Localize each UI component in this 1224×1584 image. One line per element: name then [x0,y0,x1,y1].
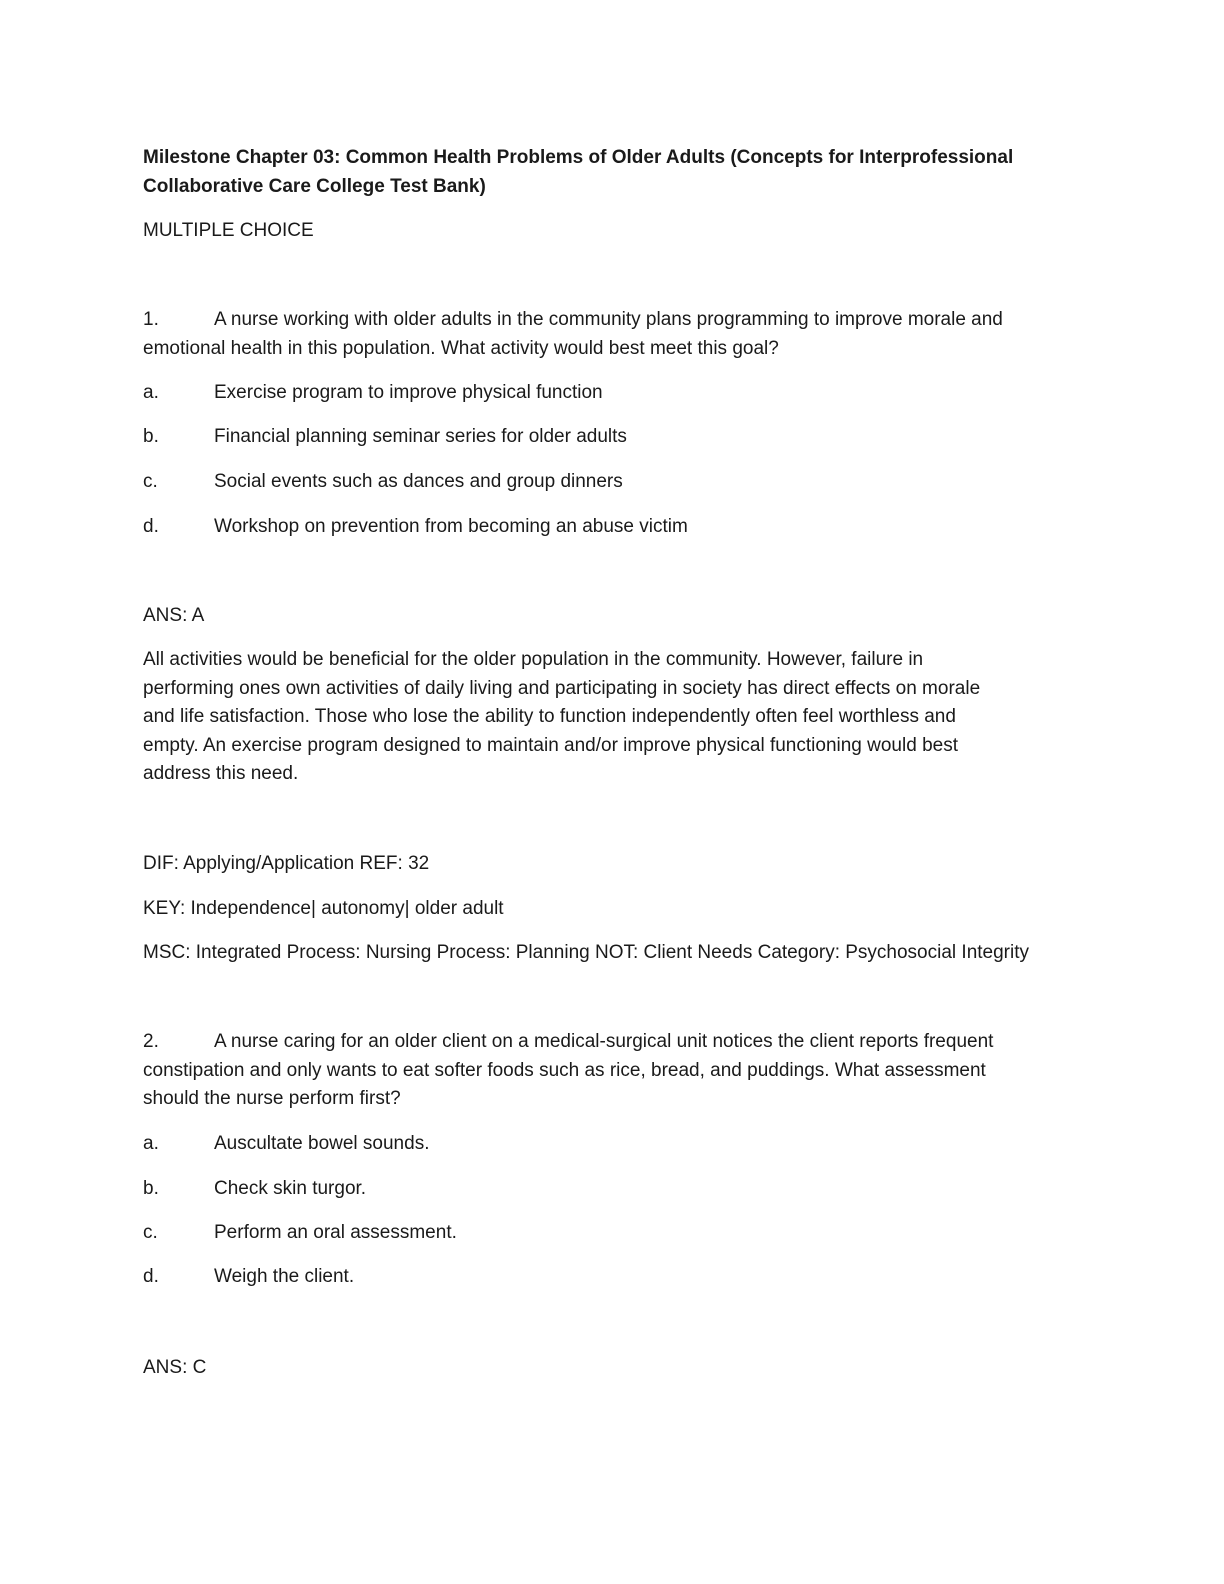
question-1-option-b-text: Financial planning seminar series for older adults [214,426,627,447]
question-2-option-b-text: Check skin turgor. [214,1178,367,1199]
question-2-answer: ANS: C [143,1357,207,1378]
document-title-line-1: Milestone Chapter 03: Common Health Problems of Older Adults (Concepts for Interprofessional [143,147,1014,168]
question-2-option-c-text: Perform an oral assessment. [214,1222,457,1243]
question-1-msc: MSC: Integrated Process: Nursing Process: Planning NOT: Client Needs Category: Psychosocial Integrity [143,942,1029,963]
question-1-option-c-text: Social events such as dances and group dinners [214,471,623,492]
question-1-option-b-letter: b. [143,426,159,447]
question-1-keywords: KEY: Independence| autonomy| older adult [143,898,504,919]
document-title-line-2: Collaborative Care College Test Bank) [143,176,486,197]
question-2-stem-line-2: constipation and only wants to eat softer foods such as rice, bread, and puddings. What assessment [143,1060,986,1081]
question-2-number: 2. [143,1031,159,1052]
question-2-option-a-text: Auscultate bowel sounds. [214,1133,430,1154]
question-1-option-c-letter: c. [143,471,158,492]
question-1-difficulty: DIF: Applying/Application REF: 32 [143,853,430,874]
question-1-stem-line-1: A nurse working with older adults in the community plans programming to improve morale and [214,309,1003,330]
question-1-rationale-line-2: performing ones own activities of daily living and participating in society has direct effects on morale [143,678,981,699]
section-heading: MULTIPLE CHOICE [143,220,314,241]
question-2-option-c-letter: c. [143,1222,158,1243]
question-2-option-a-letter: a. [143,1133,159,1154]
question-1-option-d-text: Workshop on prevention from becoming an abuse victim [214,516,688,537]
question-1-option-a-text: Exercise program to improve physical function [214,382,603,403]
question-2-option-d-letter: d. [143,1266,159,1287]
question-1-option-d-letter: d. [143,516,159,537]
question-1-rationale-line-4: empty. An exercise program designed to maintain and/or improve physical functioning would best [143,735,958,756]
question-1-option-a-letter: a. [143,382,159,403]
question-1-rationale-line-5: address this need. [143,763,299,784]
question-1-rationale-line-3: and life satisfaction. Those who lose the ability to function independently often feel worthless and [143,706,956,727]
question-2-stem-line-3: should the nurse perform first? [143,1088,401,1109]
question-2-stem-line-1: A nurse caring for an older client on a medical-surgical unit notices the client reports frequent [214,1031,994,1052]
question-2-option-b-letter: b. [143,1178,159,1199]
question-1-answer: ANS: A [143,605,205,626]
question-2-option-d-text: Weigh the client. [214,1266,355,1287]
question-1-rationale-line-1: All activities would be beneficial for the older population in the community. However, failure in [143,649,924,670]
question-1-number: 1. [143,309,159,330]
question-1-stem-line-2: emotional health in this population. What activity would best meet this goal? [143,338,779,359]
